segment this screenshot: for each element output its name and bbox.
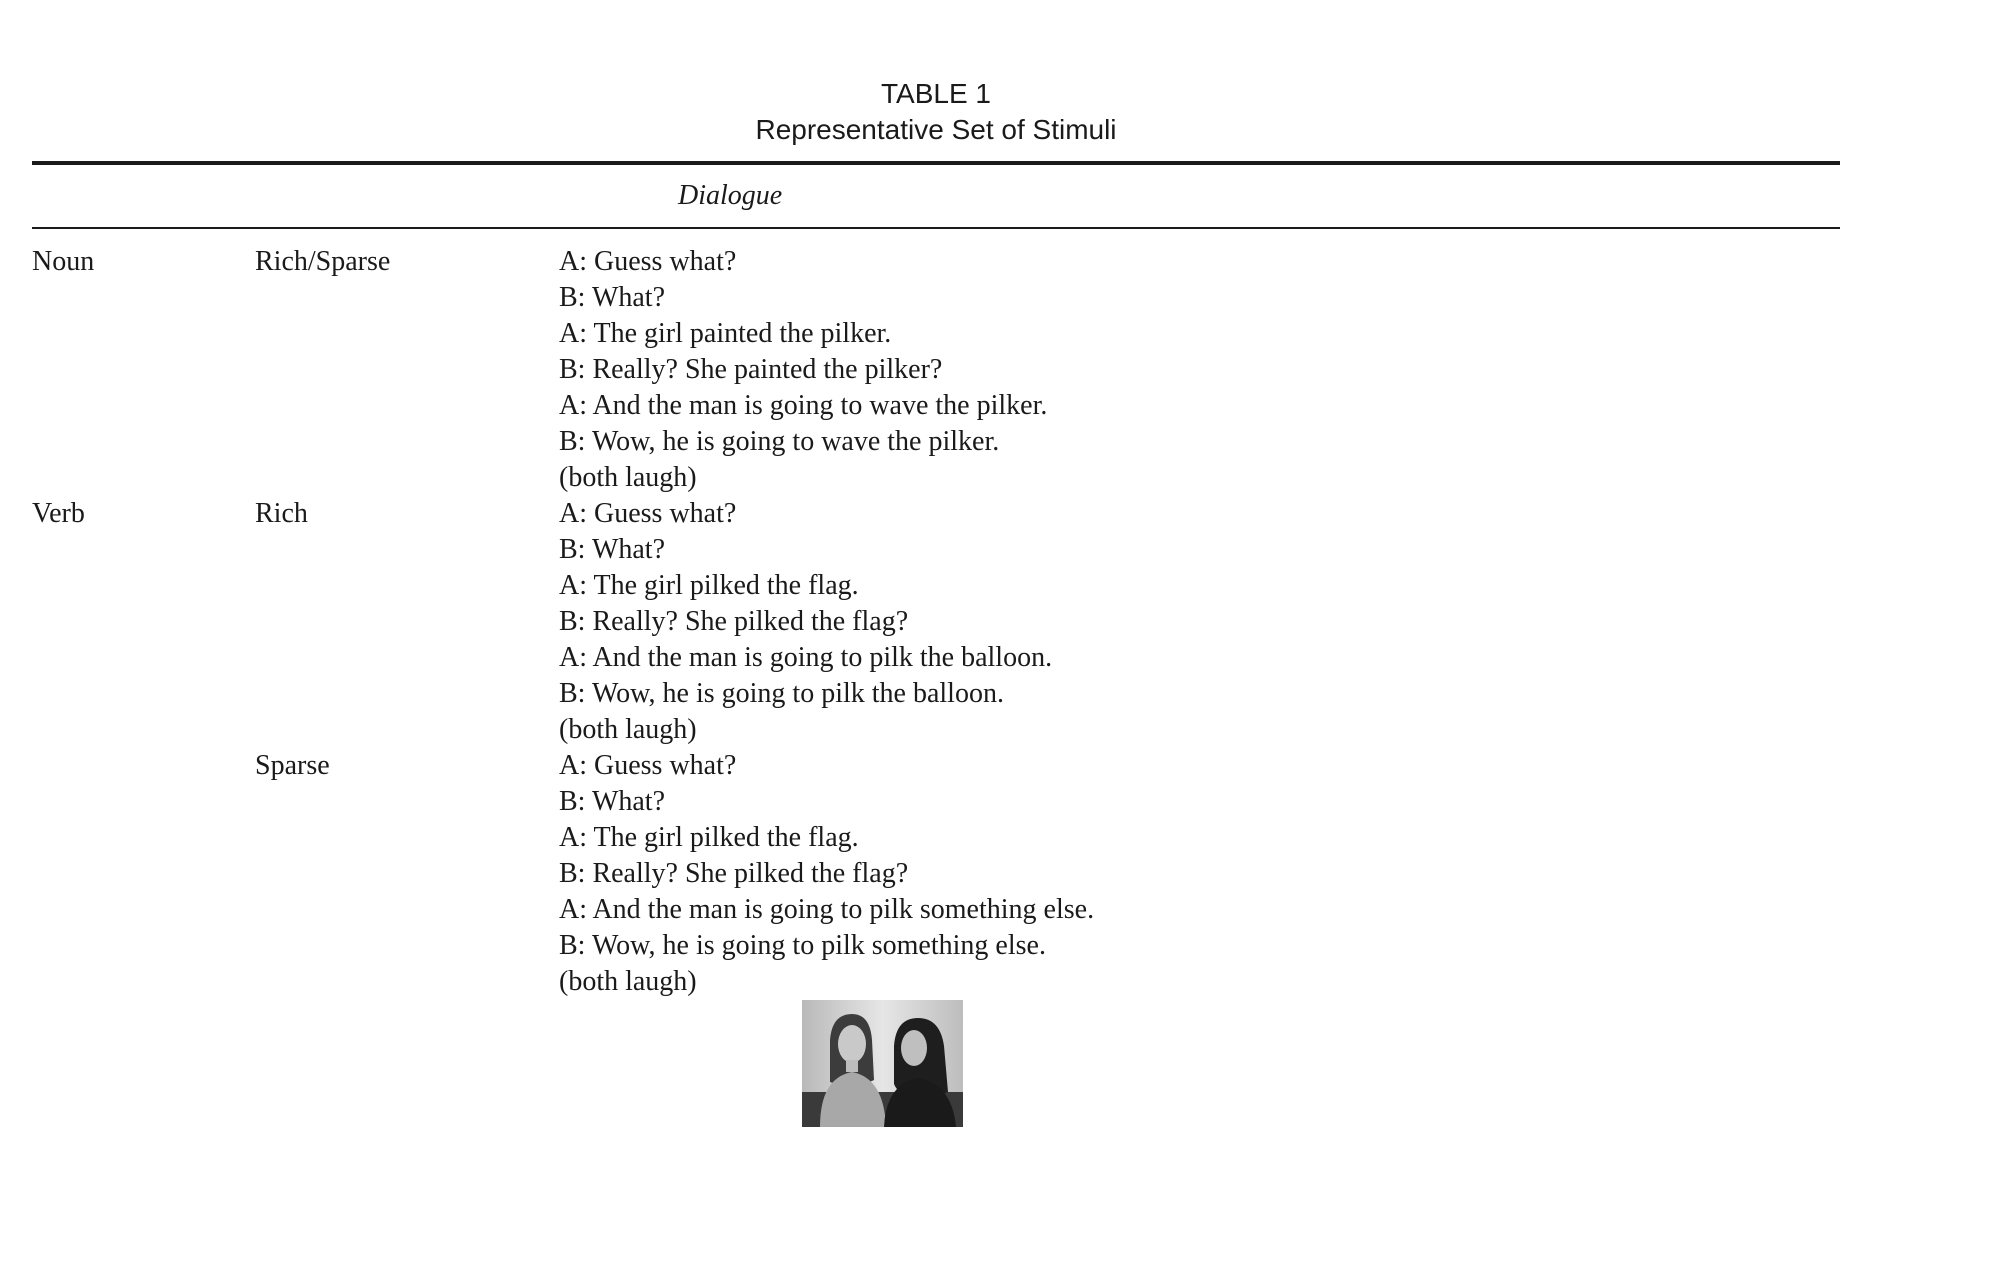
- dialogue-line: B: What?: [559, 534, 666, 565]
- table-title: Representative Set of Stimuli: [755, 114, 1117, 145]
- dialogue-line: B: Wow, he is going to pilk the balloon.: [559, 678, 1004, 709]
- word-type-cell: Verb: [32, 498, 85, 529]
- header-rule: [32, 227, 1840, 229]
- dialogue-line: B: Really? She pilked the flag?: [559, 606, 909, 637]
- dialogue-cell: [559, 244, 2008, 496]
- table-row: [0, 496, 2008, 748]
- dialogue-line: (both laugh): [559, 714, 697, 745]
- dialogue-line: A: And the man is going to wave the pilker.: [559, 390, 1048, 421]
- column-header-dialogue: Dialogue: [678, 180, 783, 211]
- dialogue-line: B: What?: [559, 282, 666, 313]
- dialogue-line: A: The girl pilked the flag.: [559, 570, 859, 601]
- dialogue-cell: [559, 748, 2008, 1000]
- dialogue-line: B: What?: [559, 786, 666, 817]
- word-type-cell: Noun: [32, 246, 95, 277]
- table-body: [0, 244, 2008, 1000]
- dialogue-line: (both laugh): [559, 966, 697, 997]
- photo-two-women-laughing-icon: [802, 1000, 963, 1127]
- dialogue-line: B: Wow, he is going to wave the pilker.: [559, 426, 1000, 457]
- dialogue-line: A: Guess what?: [559, 498, 737, 529]
- dialogue-line: B: Wow, he is going to pilk something else.: [559, 930, 1046, 961]
- context-cell: Rich: [255, 498, 308, 529]
- dialogue-line: A: The girl pilked the flag.: [559, 822, 859, 853]
- dialogue-line: B: Really? She painted the pilker?: [559, 354, 943, 385]
- stimulus-photo: [802, 1000, 963, 1127]
- table-row: [0, 244, 2008, 496]
- dialogue-line: A: Guess what?: [559, 246, 737, 277]
- top-rule: [32, 161, 1840, 165]
- dialogue-line: A: And the man is going to pilk something else.: [559, 894, 1095, 925]
- dialogue-line: (both laugh): [559, 462, 697, 493]
- dialogue-line: B: Really? She pilked the flag?: [559, 858, 909, 889]
- dialogue-line: A: And the man is going to pilk the balloon.: [559, 642, 1053, 673]
- dialogue-line: A: Guess what?: [559, 750, 737, 781]
- dialogue-cell: [559, 496, 2008, 748]
- table-row: [0, 748, 2008, 1000]
- table-label: TABLE 1: [881, 78, 991, 109]
- context-cell: Sparse: [255, 750, 330, 781]
- context-cell: Rich/Sparse: [255, 246, 391, 277]
- dialogue-line: A: The girl painted the pilker.: [559, 318, 892, 349]
